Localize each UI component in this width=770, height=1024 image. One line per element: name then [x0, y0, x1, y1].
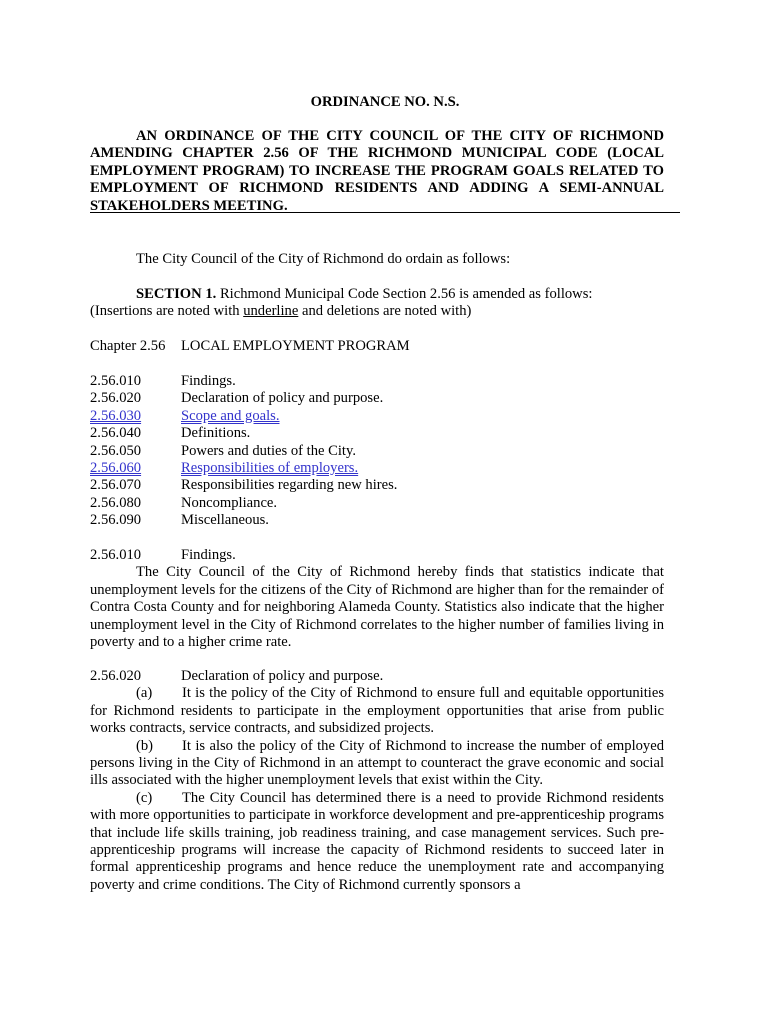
chapter-name: LOCAL EMPLOYMENT PROGRAM: [181, 338, 410, 354]
findings-heading: [90, 547, 664, 564]
chapter-number: Chapter 2.56: [90, 338, 166, 354]
declaration-paragraph-c: [90, 790, 664, 894]
findings-paragraph: The City Council of the City of Richmond hereby finds that statistics indicate that unemployment levels for the citizens of the City of Richmond are higher than for the remainder of Contra Costa County and for neighboring Alameda County. Statistics also indicate that the higher unemployment level in the City of Richmond correlates to the higher number of families living in poverty and to a higher crime rate.: [90, 564, 664, 651]
toc-row: [90, 443, 664, 460]
chapter-heading: [90, 338, 664, 355]
ordinance-title: ORDINANCE NO. N.S.: [310, 94, 460, 110]
table-of-contents: [90, 373, 664, 530]
toc-row: [90, 373, 664, 390]
section-findings: [90, 547, 664, 651]
findings-title: Findings.: [181, 547, 236, 563]
paragraph-c-text: The City Council has determined there is a need to provide Richmond residents with more opportunities to participate in workforce development and pre-apprenticeship programs that include life skills training, job readiness training, and case management services. Such pre-apprenticeship programs will increase the capacity of Richmond residents to succeed later in formal apprenticeship programs and hence reduce the unemployment rate and accompanying poverty and crime conditions. The City of Richmond currently sponsors a: [90, 789, 664, 893]
section-1: [90, 286, 664, 321]
toc-row: [90, 390, 664, 407]
declaration-paragraph-b: [90, 738, 664, 790]
paragraph-b-text: It is also the policy of the City of Richmond to increase the number of employed persons living in the City of Richmond in an attempt to counteract the grave economic and social ills associated with the higher unemployment levels that exist within the City.: [90, 737, 664, 789]
toc-row: [90, 425, 664, 442]
paragraph-a-label: (a): [136, 685, 153, 702]
section-1-note-underline: underline: [243, 303, 299, 320]
toc-title: Findings.: [181, 373, 236, 389]
paragraph-b-label: (b): [136, 737, 154, 754]
toc-title: Declaration of policy and purpose.: [181, 390, 384, 407]
heading-underline: [90, 212, 680, 213]
toc-title: Responsibilities of employers.: [181, 459, 359, 476]
toc-row-inserted[interactable]: [90, 408, 664, 425]
section-1-note-a: (Insertions are noted with: [90, 303, 244, 320]
ordinance-heading: AN ORDINANCE OF THE CITY COUNCIL OF THE CITY OF RICHMOND AMENDING CHAPTER 2.56 OF THE RICHMOND MUNICIPAL CODE (LOCAL EMPLOYMENT PROGRAM) TO INCREASE THE PROGRAM GOALS RELATED TO EMPLOYMENT OF RICHMOND RESIDENTS AND ADDING A SEMI-ANNUAL STAKEHOLDERS MEETING.: [90, 128, 664, 214]
toc-number: 2.56.050: [90, 442, 142, 459]
toc-number: 2.56.070: [90, 477, 142, 494]
paragraph-a-text: It is the policy of the City of Richmond to ensure full and equitable opportunities for Richmond residents to participate in the employment opportunities that arise from public works contracts, service contracts, and subsidized projects.: [90, 685, 664, 737]
toc-row: [90, 477, 664, 494]
declaration-title: Declaration of policy and purpose.: [181, 668, 384, 684]
declaration-number: 2.56.020: [90, 668, 142, 684]
section-1-label: SECTION 1.: [136, 286, 217, 302]
toc-number: 2.56.090: [90, 512, 142, 529]
toc-number: 2.56.040: [90, 425, 142, 442]
toc-number: 2.56.010: [90, 373, 142, 389]
declaration-heading: [90, 668, 664, 685]
toc-title: Responsibilities regarding new hires.: [181, 477, 398, 494]
toc-title: Scope and goals.: [181, 407, 280, 424]
declaration-paragraph-a: [90, 685, 664, 737]
toc-title: Powers and duties of the City.: [181, 442, 356, 459]
toc-title: Definitions.: [181, 425, 251, 442]
toc-row: [90, 512, 664, 529]
toc-number: 2.56.020: [90, 390, 142, 407]
toc-row-inserted[interactable]: [90, 460, 664, 477]
toc-title: Noncompliance.: [181, 494, 278, 511]
paragraph-c-label: (c): [136, 789, 153, 806]
section-1-note-b: and deletions are noted with): [298, 303, 472, 320]
section-declaration: [90, 668, 664, 894]
toc-number: 2.56.030: [90, 407, 142, 424]
toc-title: Miscellaneous.: [181, 512, 269, 529]
toc-number: 2.56.080: [90, 494, 142, 511]
toc-row: [90, 495, 664, 512]
findings-number: 2.56.010: [90, 547, 142, 563]
section-1-text: Richmond Municipal Code Section 2.56 is amended as follows:: [216, 286, 593, 302]
ordain-line: The City Council of the City of Richmond do ordain as follows:: [136, 251, 511, 267]
toc-number: 2.56.060: [90, 459, 142, 476]
